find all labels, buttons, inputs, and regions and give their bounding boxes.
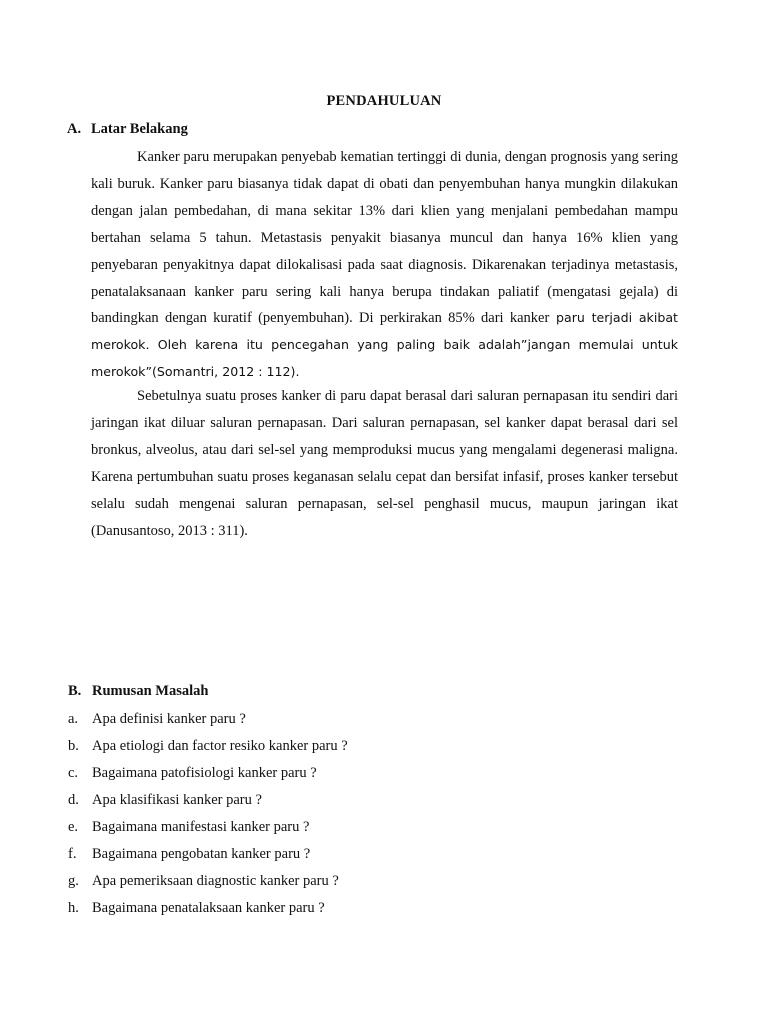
list-marker: e. (68, 819, 79, 835)
list-marker: d. (68, 792, 79, 808)
list-item (68, 841, 348, 868)
section-b-heading (68, 683, 208, 700)
list-item (68, 895, 348, 922)
list-item (68, 760, 348, 787)
section-a-heading (67, 121, 188, 138)
list-marker: a. (68, 711, 79, 727)
section-a-marker: A. (67, 121, 82, 137)
problem-list (68, 706, 348, 922)
paragraph-1-main: Kanker paru merupakan penyebab kematian tertinggi di dunia, dengan prognosis yang sering kali buruk. Kanker paru biasanya tidak dapat di obati dan penyembuhan hanya mungkin dilakukan dengan jalan pembedahan, di mana sekitar 13% dari klien yang menjalani pembedahan mampu bertahan selama 5 tahun. Metastasis penyakit biasanya muncul dan hanya 16% klien yang penyebaran penyakitnya dapat dilokalisasi pada saat diagnosis. Dikarenakan terjadinya metastasis, penatalaksanaan kanker paru sering kali hanya berupa tindakan paliatif (mengatasi gejala) di bandingkan dengan kuratif (penyembuhan). Di perkirakan 85% dari kanker (91, 149, 678, 327)
background-paragraph-2: Sebetulnya suatu proses kanker di paru dapat berasal dari saluran pernapasan itu sendiri dari jaringan ikat diluar saluran pernapasan. Dari saluran pernapasan, sel kanker dapat berasal dari sel bronkus, alveolus, atau dari sel-sel yang memproduksi mucus yang mengalami degenerasi maligna. Karena pertumbuhan suatu proses keganasan selalu cepat dan bersifat infasif, proses kanker tersebut selalu sudah mengenai saluran pernapasan, sel-sel penghasil mucus, maupun jaringan ikat (Danusantoso, 2013 : 311). (91, 388, 678, 539)
list-marker: c. (68, 765, 79, 781)
list-item (68, 787, 348, 814)
list-marker: g. (68, 873, 79, 889)
list-marker: b. (68, 738, 79, 754)
section-b-title: Rumusan Masalah (92, 683, 209, 699)
list-text: Bagaimana patofisiologi kanker paru ? (92, 765, 317, 781)
list-text: Apa definisi kanker paru ? (92, 711, 246, 727)
list-text: Apa klasifikasi kanker paru ? (92, 792, 262, 808)
list-text: Bagaimana penatalaksaan kanker paru ? (92, 900, 325, 916)
section-a-title: Latar Belakang (91, 121, 188, 137)
list-item (68, 868, 348, 895)
list-item (68, 706, 348, 733)
list-text: Apa pemeriksaan diagnostic kanker paru ? (92, 873, 339, 889)
list-item (68, 733, 348, 760)
list-item (68, 814, 348, 841)
list-text: Bagaimana pengobatan kanker paru ? (92, 846, 311, 862)
list-text: Apa etiologi dan factor resiko kanker paru ? (92, 738, 348, 754)
background-paragraph-1 (91, 144, 678, 386)
page-title: PENDAHULUAN (326, 93, 442, 109)
section-b-marker: B. (68, 683, 82, 699)
list-marker: f. (68, 846, 77, 862)
paragraph-1-quote: paru terjadi akibat merokok. Oleh karena itu pencegahan yang paling baik adalah”jangan memulai untuk merokok”(Somantri, 2012 : 112). (91, 310, 678, 380)
list-text: Bagaimana manifestasi kanker paru ? (92, 819, 310, 835)
list-marker: h. (68, 900, 79, 916)
